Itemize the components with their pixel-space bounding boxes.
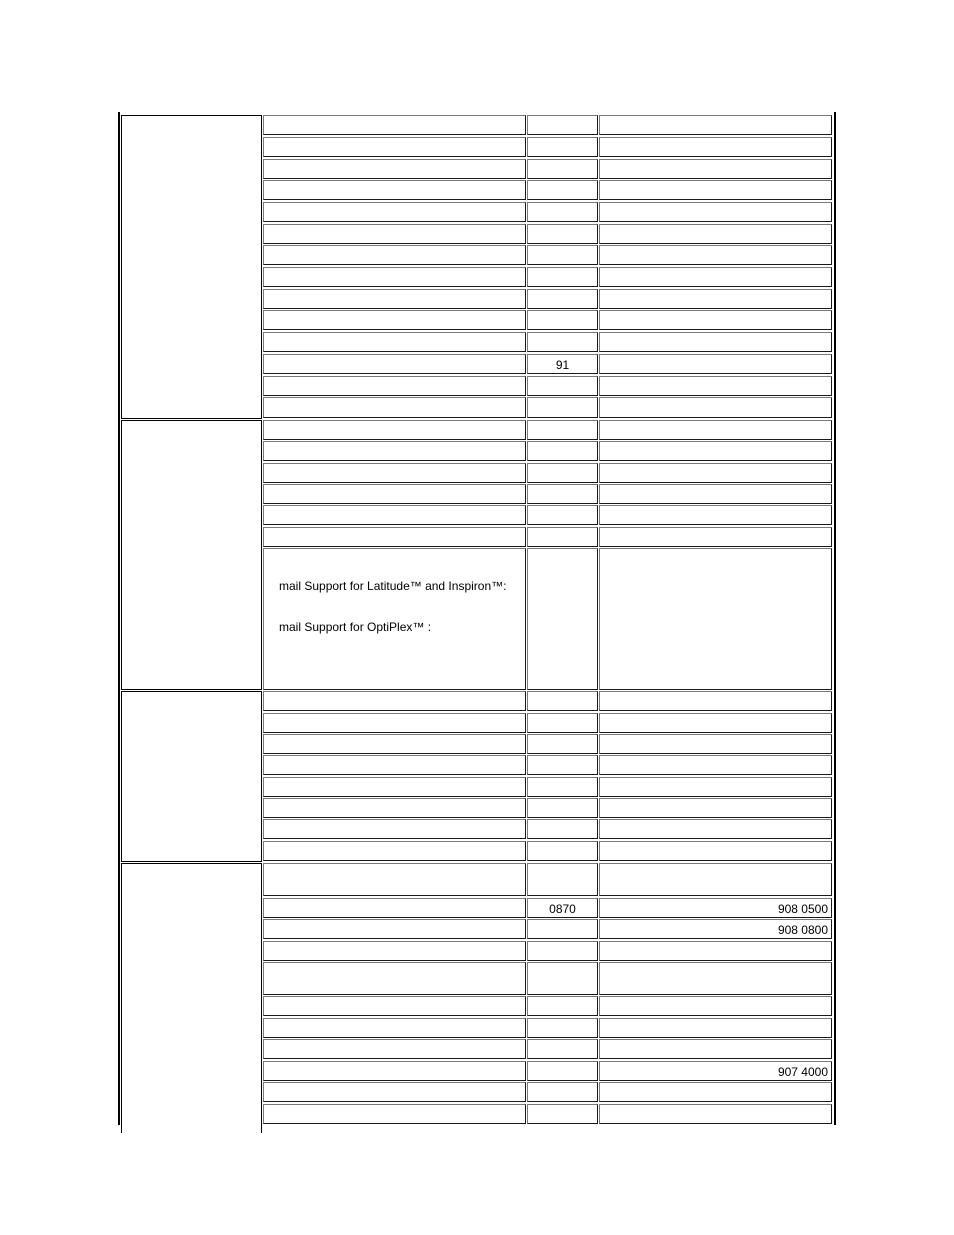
table-cell-code <box>527 397 598 418</box>
table-cell-description <box>263 798 526 818</box>
table-cell-number <box>599 1082 832 1102</box>
table-cell-description <box>263 527 526 547</box>
table-cell-code <box>527 310 598 330</box>
table-cell-number <box>599 919 832 939</box>
table-cell-description <box>263 484 526 504</box>
table-cell-number <box>599 137 832 157</box>
table-cell-number <box>599 548 832 690</box>
table-cell-number <box>599 1018 832 1038</box>
table-cell-number <box>599 267 832 287</box>
table-cell-code <box>527 420 598 440</box>
table-cell-code <box>527 267 598 287</box>
area-code-text: 91 <box>555 358 570 372</box>
table-cell-number <box>599 962 832 995</box>
table-cell-number <box>599 1061 832 1081</box>
table-cell-number <box>599 941 832 961</box>
table-cell-code <box>527 713 598 733</box>
table-cell-code <box>527 527 598 547</box>
table-cell-number <box>599 841 832 861</box>
table-cell-description <box>263 332 526 352</box>
table-cell-description <box>263 463 526 483</box>
phone-number-text: 907 4000 <box>777 1065 828 1079</box>
table-cell-number <box>599 376 832 396</box>
table-cell-code <box>527 505 598 525</box>
table-cell-number <box>599 777 832 797</box>
table-cell-number <box>599 755 832 775</box>
table-cell-code <box>527 376 598 396</box>
table-cell-code <box>527 1104 598 1124</box>
table-cell-description <box>263 734 526 754</box>
table-cell-description <box>263 996 526 1016</box>
table-cell-number <box>599 463 832 483</box>
table-cell-description <box>263 1018 526 1038</box>
table-cell-description <box>263 245 526 265</box>
table-cell-description <box>263 397 526 418</box>
table-cell-description <box>263 267 526 287</box>
table-cell-number <box>599 713 832 733</box>
table-cell-description <box>263 180 526 200</box>
table-cell-number <box>599 996 832 1016</box>
table-cell-code <box>527 1018 598 1038</box>
table-cell-code <box>527 898 598 918</box>
table-cell-code <box>527 484 598 504</box>
table-cell-description <box>263 919 526 939</box>
table-cell-number <box>599 115 832 135</box>
table-cell-number <box>599 798 832 818</box>
table-cell-code <box>527 202 598 222</box>
table-cell-number <box>599 1039 832 1059</box>
table-cell-number <box>599 180 832 200</box>
table-cell-description <box>263 1061 526 1081</box>
table-cell-code <box>527 777 598 797</box>
table-cell-number <box>599 734 832 754</box>
table-cell-number <box>599 505 832 525</box>
table-cell-description <box>263 202 526 222</box>
table-cell-description <box>263 962 526 995</box>
table-cell-number <box>599 202 832 222</box>
table-cell-description <box>263 941 526 961</box>
table-row-email <box>263 548 526 690</box>
table-cell-code <box>527 354 598 374</box>
table-cell-number <box>599 819 832 839</box>
table-cell-code <box>527 863 598 896</box>
table-cell-number <box>599 1104 832 1124</box>
table-cell-code <box>527 224 598 244</box>
table-cell-description <box>263 1039 526 1059</box>
table-cell-description <box>263 777 526 797</box>
table-cell-description <box>263 691 526 711</box>
table-cell-code <box>527 691 598 711</box>
area-code-text: 0870 <box>549 902 576 916</box>
table-cell-description <box>263 441 526 461</box>
table-cell-number <box>599 691 832 711</box>
table-cell-number <box>599 310 832 330</box>
table-cell-code <box>527 962 598 995</box>
table-cell-number <box>599 159 832 179</box>
table-cell-code <box>527 289 598 309</box>
table-cell-description <box>263 159 526 179</box>
table-cell-number <box>599 420 832 440</box>
table-cell-description <box>263 289 526 309</box>
table-cell-number <box>599 332 832 352</box>
table-cell-code <box>527 548 598 690</box>
table-cell-code <box>527 180 598 200</box>
email-support-optiplex-label: mail Support for OptiPlex™ : <box>279 620 432 634</box>
table-cell-code <box>527 332 598 352</box>
table-cell-number <box>599 863 832 896</box>
table-cell-code <box>527 919 598 939</box>
table-cell-number <box>599 289 832 309</box>
country-group-cell <box>121 691 262 862</box>
table-cell-code <box>527 1061 598 1081</box>
country-group-cell <box>121 420 262 690</box>
email-support-latitude-label: mail Support for Latitude™ and Inspiron™: <box>279 579 507 593</box>
table-cell-description <box>263 354 526 374</box>
table-cell-number <box>599 898 832 918</box>
table-cell-description <box>263 755 526 775</box>
table-cell-description <box>263 898 526 918</box>
table-cell-code <box>527 245 598 265</box>
table-cell-description <box>263 376 526 396</box>
table-cell-description <box>263 863 526 896</box>
country-group-cell <box>121 115 262 419</box>
table-cell-description <box>263 420 526 440</box>
table-cell-number <box>599 224 832 244</box>
table-cell-description <box>263 1104 526 1124</box>
table-cell-number <box>599 441 832 461</box>
table-right-border <box>834 112 836 1125</box>
table-cell-description <box>263 137 526 157</box>
table-cell-code <box>527 115 598 135</box>
table-cell-description <box>263 841 526 861</box>
table-cell-code <box>527 734 598 754</box>
table-cell-code <box>527 441 598 461</box>
table-cell-code <box>527 755 598 775</box>
table-cell-code <box>527 159 598 179</box>
table-cell-code <box>527 819 598 839</box>
contact-table <box>118 112 836 1125</box>
table-cell-number <box>599 527 832 547</box>
country-group-cell <box>121 863 262 1133</box>
table-cell-code <box>527 137 598 157</box>
table-cell-description <box>263 505 526 525</box>
table-cell-number <box>599 397 832 418</box>
table-cell-description <box>263 115 526 135</box>
table-cell-code <box>527 996 598 1016</box>
table-cell-code <box>527 798 598 818</box>
table-left-border <box>118 112 120 1125</box>
table-cell-code <box>527 941 598 961</box>
table-cell-number <box>599 245 832 265</box>
table-cell-description <box>263 310 526 330</box>
table-cell-description <box>263 1082 526 1102</box>
phone-number-text: 908 0500 <box>777 902 828 916</box>
table-cell-code <box>527 463 598 483</box>
table-cell-code <box>527 841 598 861</box>
table-cell-number <box>599 484 832 504</box>
table-cell-number <box>599 354 832 374</box>
table-cell-description <box>263 224 526 244</box>
phone-number-text: 908 0800 <box>777 923 828 937</box>
table-cell-description <box>263 713 526 733</box>
table-cell-code <box>527 1039 598 1059</box>
table-cell-description <box>263 819 526 839</box>
table-cell-code <box>527 1082 598 1102</box>
